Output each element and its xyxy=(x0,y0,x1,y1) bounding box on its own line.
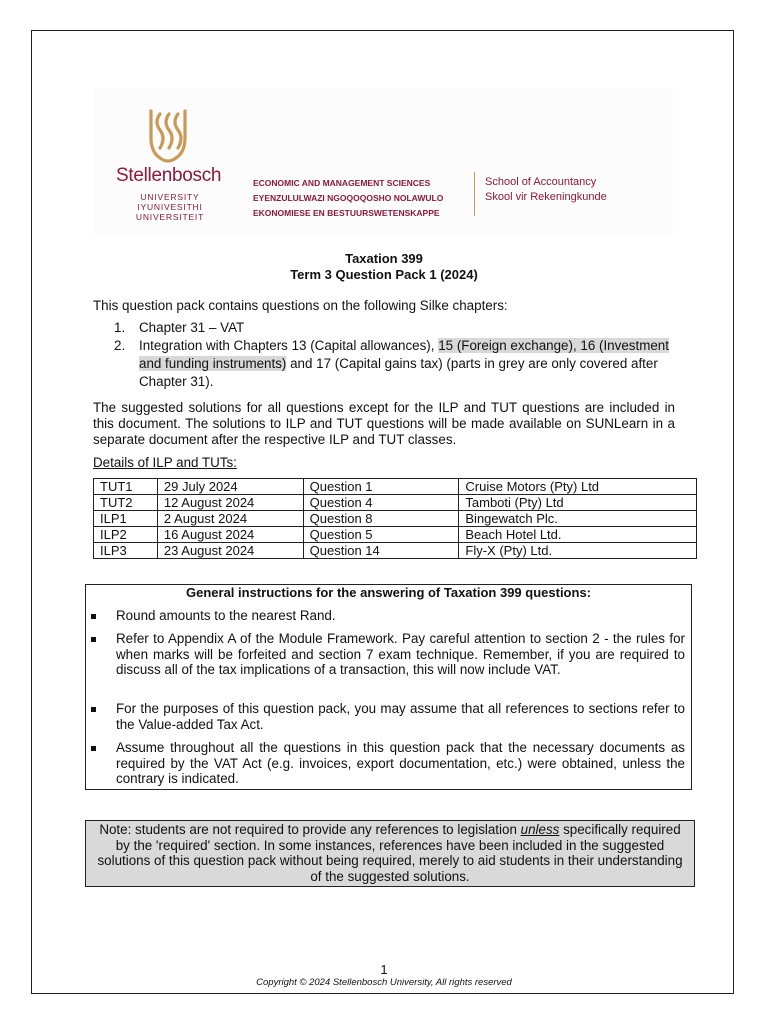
table-cell: Fly-X (Pty) Ltd. xyxy=(459,543,697,559)
document-title: Taxation 399 xyxy=(345,251,423,266)
instruction-text: For the purposes of this question pack, you may assume that all references to sections refer to the Value-added Tax Act. xyxy=(116,701,685,732)
table-cell: Question 8 xyxy=(303,511,459,527)
instructions-title: General instructions for the answering of Taxation 399 questions: xyxy=(186,585,591,600)
table-row xyxy=(94,479,697,495)
school-name xyxy=(485,175,607,205)
table-row xyxy=(94,543,697,559)
table-cell: Beach Hotel Ltd. xyxy=(459,527,697,543)
school-line: School of Accountancy xyxy=(485,176,597,188)
details-heading: Details of ILP and TUTs: xyxy=(93,455,237,470)
note-box xyxy=(85,820,695,887)
university-sub-line: UNIVERSITY xyxy=(140,192,200,202)
table-cell: ILP1 xyxy=(94,511,158,527)
note-text: Note: students are not required to provide any references to legislation xyxy=(99,822,521,837)
table-cell: TUT1 xyxy=(94,479,158,495)
table-cell: Question 1 xyxy=(303,479,459,495)
bullet-square-icon xyxy=(91,637,96,642)
table-cell: 23 August 2024 xyxy=(157,543,303,559)
instruction-bullet xyxy=(91,608,685,624)
instruction-text: Round amounts to the nearest Rand. xyxy=(116,608,336,623)
instruction-bullet xyxy=(91,701,685,732)
table-cell: Question 5 xyxy=(303,527,459,543)
bullet-square-icon xyxy=(91,614,96,619)
header-divider xyxy=(474,172,475,216)
list-item-text: and 17 (Capital gains tax) (parts in grey are only covered after Chapter 31). xyxy=(139,356,658,389)
list-item xyxy=(93,319,673,337)
copyright-notice: Copyright © 2024 Stellenbosch University, All rights reserved xyxy=(256,977,512,988)
university-crest-logo xyxy=(148,108,188,166)
table-cell: 2 August 2024 xyxy=(157,511,303,527)
faculty-line: ECONOMIC AND MANAGEMENT SCIENCES xyxy=(253,178,431,188)
table-cell: ILP3 xyxy=(94,543,158,559)
instruction-text: Refer to Appendix A of the Module Framework. Pay careful attention to section 2 - the rules for when marks will be forfeited and section 7 exam technique. Remember, if you are required to discuss all of the tax implications of a transaction, this will now include VAT. xyxy=(116,631,685,677)
document-subtitle: Term 3 Question Pack 1 (2024) xyxy=(290,267,478,282)
table-row xyxy=(94,495,697,511)
grey-highlight-text: 15 (Foreign exchange), 16 (Investment and funding instruments) xyxy=(139,338,669,371)
faculty-name xyxy=(253,176,443,221)
university-sub-line: UNIVERSITEIT xyxy=(135,212,205,222)
bullet-square-icon xyxy=(91,746,96,751)
note-emphasis: unless xyxy=(520,822,560,837)
table-row xyxy=(94,527,697,543)
list-item xyxy=(93,337,673,391)
list-number: 1. xyxy=(114,320,126,335)
table-cell: 16 August 2024 xyxy=(157,527,303,543)
table-row xyxy=(94,511,697,527)
table-cell: Question 14 xyxy=(303,543,459,559)
schedule-table xyxy=(93,478,697,559)
intro-text: This question pack contains questions on the following Silke chapters: xyxy=(93,298,508,313)
table-cell: Tamboti (Pty) Ltd xyxy=(459,495,697,511)
list-number: 2. xyxy=(114,338,126,353)
university-name: Stellenbosch xyxy=(116,165,222,186)
instruction-bullet xyxy=(91,740,685,787)
table-cell: 29 July 2024 xyxy=(157,479,303,495)
table-cell: ILP2 xyxy=(94,527,158,543)
instruction-text: Assume throughout all the questions in this question pack that the necessary documents as required by the VAT Act (e.g. invoices, export documentation, etc.) were obtained, unless the contrary is indicated. xyxy=(116,740,685,786)
faculty-line: EYENZULULWAZI NGOQOQOSHO NOLAWULO xyxy=(253,193,444,203)
note-text: specifically required by the 'required' section. In some instances, references have been included in the suggested solutions of this question pack without being required, merely to aid students in their understanding of the suggested solutions. xyxy=(97,822,683,884)
list-item-text: Chapter 31 – VAT xyxy=(139,320,245,335)
solutions-paragraph: The suggested solutions for all questions except for the ILP and TUT questions are included in this document. The solutions to ILP and TUT questions will be made available on SUNLearn in a separate document after the respective ILP and TUT classes. xyxy=(93,400,675,447)
instruction-bullet xyxy=(91,631,685,678)
university-subtitle xyxy=(116,192,224,222)
table-cell: 12 August 2024 xyxy=(157,495,303,511)
table-cell: TUT2 xyxy=(94,495,158,511)
school-line: Skool vir Rekeningkunde xyxy=(485,191,607,203)
table-cell: Bingewatch Plc. xyxy=(459,511,697,527)
university-sub-line: IYUNIVESITHI xyxy=(137,202,203,212)
chapter-list xyxy=(93,319,673,391)
table-cell: Cruise Motors (Pty) Ltd xyxy=(459,479,697,495)
faculty-line: EKONOMIESE EN BESTUURSWETENSKAPPE xyxy=(253,208,440,218)
table-cell: Question 4 xyxy=(303,495,459,511)
bullet-square-icon xyxy=(91,707,96,712)
page-number: 1 xyxy=(380,962,388,977)
list-item-text: Integration with Chapters 13 (Capital allowances), xyxy=(139,338,439,353)
